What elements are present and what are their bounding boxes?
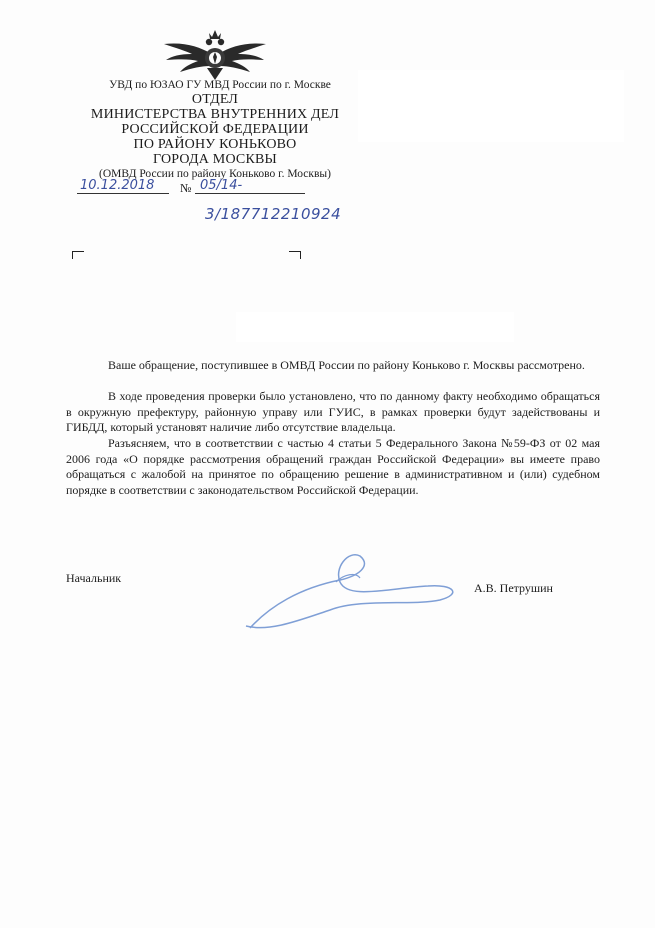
bracket-left-icon — [72, 251, 84, 259]
header-short-name: (ОМВД России по району Коньково г. Москвы) — [99, 168, 331, 180]
registration-date: 10.12.2018 — [80, 178, 155, 193]
registration-number: 05/14- — [200, 178, 243, 193]
date-underline — [77, 193, 169, 194]
number-label: № — [180, 181, 192, 195]
body-paragraph-3: Разъясняем, что в соответствии с частью 4 статьи 5 Федерального Закона №59-ФЗ от 02 мая 2006 года «О порядке рассмотрения обращений граждан Российской Федерации» вы имеете право обращаться с жалобой на принятое по обращению решение в административном и (или) судебном порядке в соответствии с законодательством Российской Федерации. — [66, 436, 600, 497]
header-line-ministry: МИНИСТЕРСТВА ВНУТРЕННИХ ДЕЛ — [90, 107, 340, 122]
header-line-city: ГОРОДА МОСКВЫ — [153, 152, 277, 167]
header-line-otdel: ОТДЕЛ — [191, 92, 239, 107]
redacted-salutation — [236, 312, 514, 342]
redacted-addressee — [358, 70, 624, 142]
number-underline — [195, 193, 305, 194]
parent-org-line: УВД по ЮЗАО ГУ МВД России по г. Москве — [109, 79, 331, 91]
signer-title: Начальник — [66, 571, 122, 585]
body-paragraph-2: В ходе проведения проверки было установлено, что по данному факту необходимо обращаться в окружную префектуру, районную управу или ГУИС, в рамках проверки будут задействованы и ГИБДД, который установят наличие либо отсутствие владельца. — [66, 389, 600, 434]
bracket-right-icon — [289, 251, 301, 259]
signer-name: А.В. Петрушин — [474, 581, 553, 595]
double-headed-eagle-emblem-icon — [162, 24, 268, 82]
signature-icon — [240, 548, 462, 634]
header-line-federation: РОССИЙСКОЙ ФЕДЕРАЦИИ — [121, 122, 309, 137]
registration-ref: 3/187712210924 — [205, 205, 342, 223]
body-paragraph-1: Ваше обращение, поступившее в ОМВД России по району Коньково г. Москвы рассмотрено. — [108, 358, 585, 372]
header-line-district: ПО РАЙОНУ КОНЬКОВО — [133, 137, 297, 152]
